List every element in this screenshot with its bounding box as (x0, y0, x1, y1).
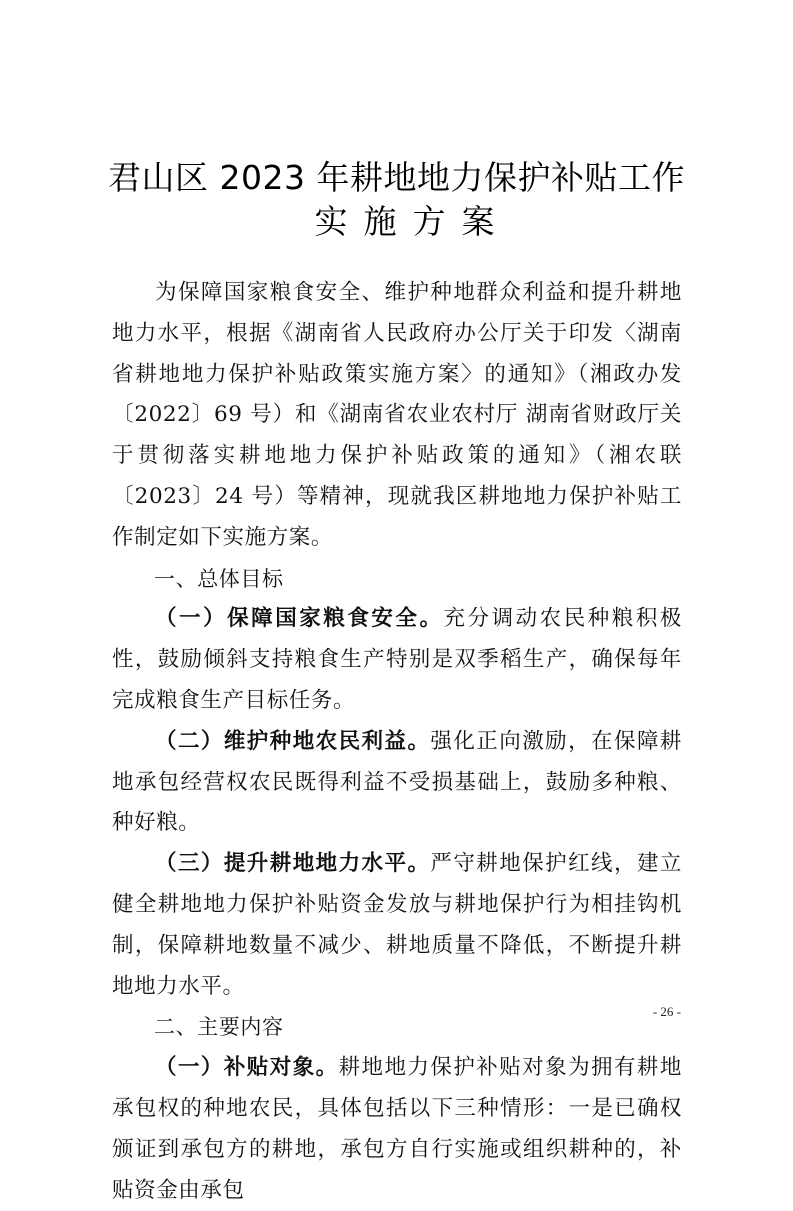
intro-paragraph: 为保障国家粮食安全、维护种地群众利益和提升耕地地力水平，根据《湖南省人民政府办公厅关于印发〈湖南省耕地地力保护补贴政策实施方案〉的通知》（湘政办发〔2022〕69 号）和《湖南省农业农村厅 湖南省财政厅关于贯彻落实耕地地力保护补贴政策的通知》（湘农联〔2023〕24 号）等精神，现就我区耕地地力保护补贴工作制定如下实施方案。 (112, 280, 682, 550)
paragraph-text: 严守耕地保护红线，建立健全耕地地力保护补贴资金发放与耕地保护行为相挂钩机制，保障耕地数量不减少、耕地质量不降低，不断提升耕地地力水平。 (112, 851, 683, 999)
paragraph-text: 充分调动农民种粮积极性，鼓励倾斜支持粮食生产特别是双季稻生产，确保每年完成粮食生产目标任务。 (112, 606, 682, 713)
document-title-line1: 君山区 2023 年耕地地力保护补贴工作 (108, 158, 685, 197)
paragraph (112, 722, 682, 844)
page-number: - 26 - (652, 1004, 681, 1019)
paragraph-lead: （一）保障国家粮食安全。 (155, 606, 444, 632)
paragraph (112, 599, 682, 721)
paragraph-lead: （一）补贴对象。 (155, 1055, 339, 1081)
document-title-line2: 实施方案 (314, 202, 511, 241)
section-heading-2: 二、主要内容 (154, 1015, 284, 1040)
paragraph-lead: （二）维护种地农民利益。 (155, 728, 431, 754)
paragraph (112, 844, 682, 1007)
section-heading-1: 一、总体目标 (154, 566, 284, 591)
paragraph-lead: （三）提升耕地地力水平。 (155, 851, 431, 877)
paragraph-text: 强化正向激励，在保障耕地承包经营权农民既得利益不受损基础上，鼓励多种粮、种好粮。 (112, 728, 683, 836)
document-body (112, 273, 682, 1211)
paragraph (112, 1048, 682, 1211)
paragraph-text: 耕地地力保护补贴对象为拥有耕地承包权的种地农民，具体包括以下三种情形：一是已确权颁证到承包方的耕地，承包方自行实施或组织耕种的，补贴资金由承包 (112, 1055, 682, 1203)
